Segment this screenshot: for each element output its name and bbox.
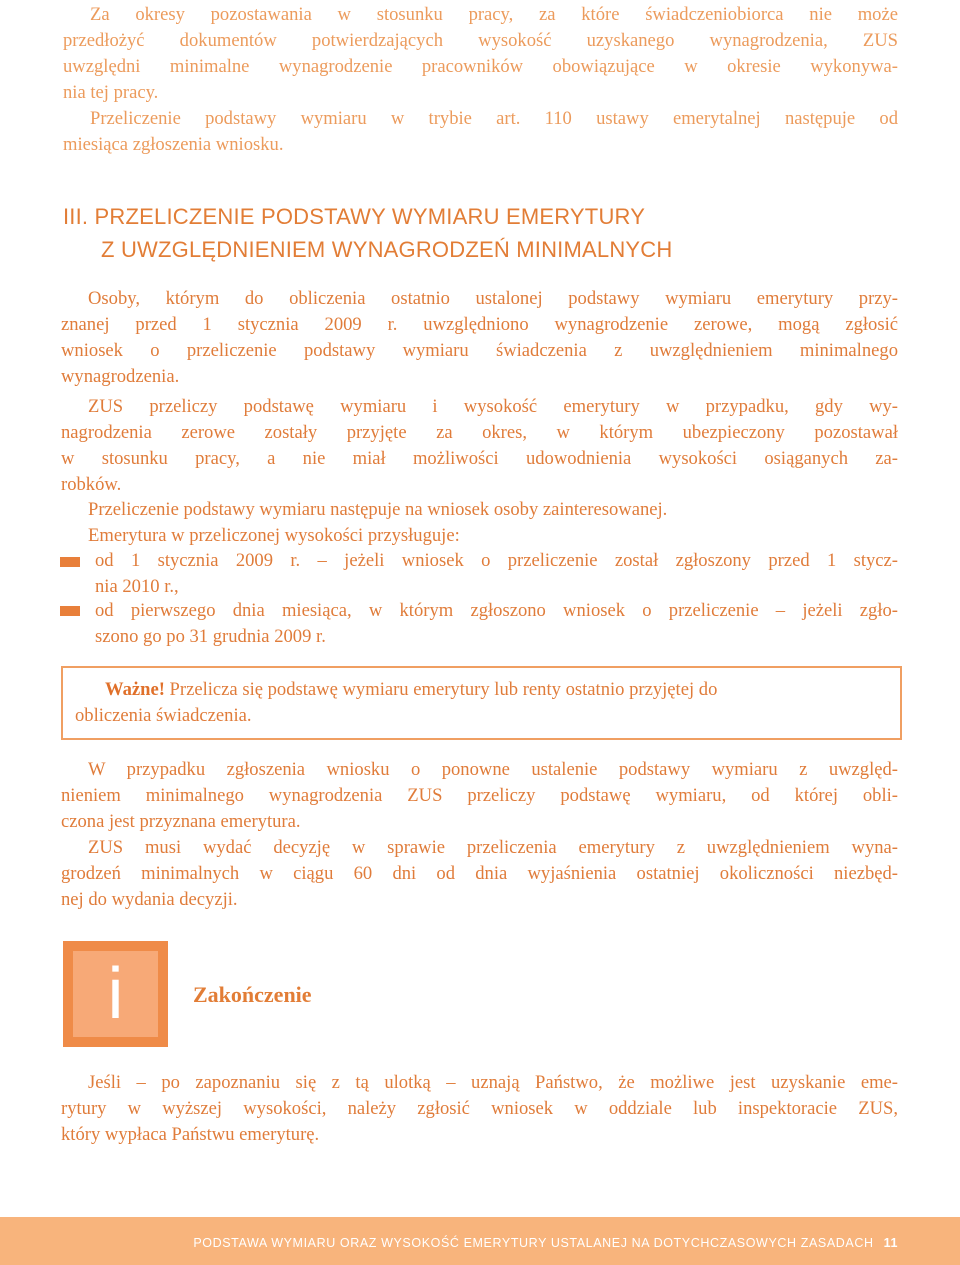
footer-title: PODSTAWA WYMIARU ORAZ WYSOKOŚĆ EMERYTURY USTALANEJ NA DOTYCHCZASOWYCH ZASADACH <box>193 1236 874 1250</box>
text-line: znanej przed 1 stycznia 2009 r. uwzględniono wynagrodzenie zerowe, mogą zgłosić <box>61 314 898 335</box>
text-line: miesiąca zgłoszenia wniosku. <box>63 134 284 155</box>
text-line: nieniem minimalnego wynagrodzenia ZUS przeliczy podstawę wymiaru, od której obli- <box>61 785 898 806</box>
text-line <box>75 676 890 702</box>
text-line: grodzeń minimalnych w ciągu 60 dni od dnia wyjaśnienia ostatniej okoliczności niezbęd- <box>61 863 898 884</box>
text-line: Emerytura w przeliczonej wysokości przysługuje: <box>88 525 460 546</box>
text-line: W przypadku zgłoszenia wniosku o ponowne ustalenie podstawy wymiaru z uwzględ- <box>88 759 898 780</box>
text-line: od pierwszego dnia miesiąca, w którym zgłoszono wniosek o przeliczenie – jeżeli zgło- <box>95 600 898 621</box>
list-item <box>95 548 898 600</box>
conclusion-title: Zakończenie <box>193 982 312 1007</box>
text-line: uwzględni minimalne wynagrodzenie pracowników obowiązujące w okresie wykonywa- <box>63 56 898 77</box>
text-line: od 1 stycznia 2009 r. – jeżeli wniosek o przeliczenie został zgłoszony przed 1 stycz- <box>95 550 898 571</box>
text-line: ZUS przeliczy podstawę wymiaru i wysokość emerytury w przypadku, gdy wy- <box>88 396 898 417</box>
text-line: Osoby, którym do obliczenia ostatnio ustalonej podstawy wymiaru emerytury przy- <box>88 288 898 309</box>
section-heading <box>63 200 672 266</box>
page-number: 11 <box>883 1236 898 1250</box>
info-icon-glyph: i <box>107 954 124 1034</box>
body-paragraph-1 <box>61 286 898 390</box>
text-line: robków. <box>61 474 122 495</box>
text-line: przedłożyć dokumentów potwierdzających wysokość uzyskanego wynagrodzenia, ZUS <box>63 30 898 51</box>
important-note-text <box>75 676 890 728</box>
important-label: Ważne! <box>105 679 165 700</box>
text-line: Przeliczenie podstawy wymiaru następuje na wniosek osoby zainteresowanej. <box>88 499 668 520</box>
text-line: Przeliczenie podstawy wymiaru w trybie art. 110 ustawy emerytalnej następuje od <box>90 108 898 129</box>
bullet-marker-icon <box>60 557 80 567</box>
after-paragraph-2 <box>61 835 898 913</box>
text-line: wynagrodzenia. <box>61 366 180 387</box>
intro-paragraph-1 <box>63 2 898 106</box>
body-paragraph-2 <box>61 394 898 498</box>
important-note-box <box>61 666 902 740</box>
info-icon <box>63 941 168 1047</box>
bullet-marker-icon <box>60 606 80 616</box>
text-line: Za okresy pozostawania w stosunku pracy, za które świadczeniobiorca nie może <box>90 4 898 25</box>
text-line: który wypłaca Państwu emeryturę. <box>61 1124 320 1145</box>
text-line: nej do wydania decyzji. <box>61 889 238 910</box>
body-paragraph-3 <box>88 497 898 523</box>
text-line: szono go po 31 grudnia 2009 r. <box>95 626 326 647</box>
text-line: ZUS musi wydać decyzję w sprawie przeliczenia emerytury z uwzględnieniem wyna- <box>88 837 898 858</box>
section-heading-line-1: III. PRZELICZENIE PODSTAWY WYMIARU EMERYTURY <box>63 204 646 229</box>
list-item <box>95 598 898 650</box>
text-line: nia tej pracy. <box>63 82 159 103</box>
text-line: obliczenia świadczenia. <box>75 705 252 726</box>
important-text: Przelicza się podstawę wymiaru emerytury lub renty ostatnio przyjętej do <box>164 679 718 700</box>
text-line: nagrodzenia zerowe zostały przyjęte za okres, w którym ubezpieczony pozostawał <box>61 422 898 443</box>
intro-paragraph-2 <box>63 106 898 158</box>
section-heading-line-2: Z UWZGLĘDNIENIEM WYNAGRODZEŃ MINIMALNYCH <box>101 237 673 262</box>
body-paragraph-4 <box>88 523 898 549</box>
conclusion-paragraph <box>61 1070 898 1148</box>
text-line: wniosek o przeliczenie podstawy wymiaru świadczenia z uwzględnieniem minimalnego <box>61 340 898 361</box>
text-line: w stosunku pracy, a nie miał możliwości udowodnienia wysokości osiąganych za- <box>61 448 898 469</box>
text-line: Jeśli – po zapoznaniu się z tą ulotką – uznają Państwo, że możliwe jest uzyskanie eme- <box>88 1072 898 1093</box>
footer-running-title <box>193 1236 898 1250</box>
text-line: czona jest przyznana emerytura. <box>61 811 301 832</box>
text-line: rytury w wyższej wysokości, należy zgłosić wniosek w oddziale lub inspektoracie ZUS, <box>61 1098 898 1119</box>
text-line: nia 2010 r., <box>95 576 179 597</box>
after-paragraph-1 <box>61 757 898 835</box>
